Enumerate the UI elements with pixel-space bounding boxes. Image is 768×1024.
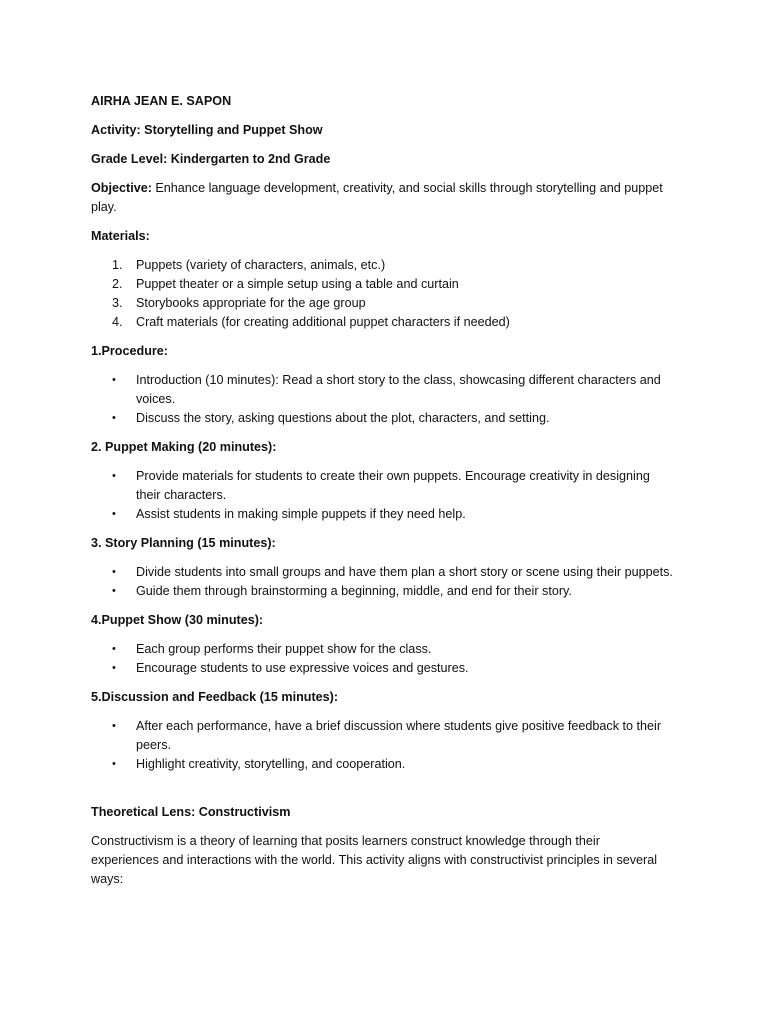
lens-line: Constructivism is a theory of learning that posits learners construct knowledge through their [91,834,600,848]
list-item-text: Guide them through brainstorming a beginning, middle, and end for their story. [136,584,572,598]
list-item-text: Provide materials for students to create their own puppets. Encourage creativity in designing [136,469,650,483]
materials-item-text: Storybooks appropriate for the age group [136,296,366,310]
author-name: AIRHA JEAN E. SAPON [91,94,232,108]
lens-line: experiences and interactions with the world. This activity aligns with constructivist principles in several [91,853,658,867]
bullet-icon: • [112,374,116,386]
bullet-icon: • [112,585,116,597]
bullet-icon: • [112,662,116,674]
list-item [91,582,681,601]
list-number: 1. [112,258,123,272]
list-number: 3. [112,296,123,310]
objective-label: Objective: [91,181,152,195]
list-item-text: Introduction (10 minutes): Read a short story to the class, showcasing different characters and [136,373,661,387]
list-item [91,659,681,678]
list-item [91,409,681,428]
puppet-making-list [91,467,681,524]
list-item [91,371,681,409]
list-item-text: Each group performs their puppet show for the class. [136,642,432,656]
bullet-icon: • [112,643,116,655]
puppet-making-heading: 2. Puppet Making (20 minutes): [91,440,277,454]
objective-text-line-2: play. [91,200,117,214]
materials-heading: Materials: [91,229,150,243]
list-item-text-cont: their characters. [136,488,227,502]
list-item [91,563,681,582]
puppet-show-heading: 4.Puppet Show (30 minutes): [91,613,264,627]
bullet-icon: • [112,508,116,520]
materials-item-text: Puppet theater or a simple setup using a table and curtain [136,277,459,291]
story-planning-list [91,563,681,601]
list-item [91,640,681,659]
spacer [91,784,681,803]
bullet-icon: • [112,470,116,482]
story-planning-heading: 3. Story Planning (15 minutes): [91,536,276,550]
materials-list [91,256,681,332]
materials-item [91,256,681,275]
list-item [91,467,681,505]
document-body [91,92,681,899]
materials-item [91,313,681,332]
bullet-icon: • [112,566,116,578]
materials-item [91,275,681,294]
list-number: 2. [112,277,123,291]
bullet-icon: • [112,720,116,732]
list-item [91,505,681,524]
list-item [91,717,681,755]
objective-paragraph [91,179,681,217]
procedure-heading: 1.Procedure: [91,344,168,358]
materials-item [91,294,681,313]
discussion-list [91,717,681,774]
objective-text: Enhance language development, creativity, and social skills through storytelling and puppet [151,181,663,195]
grade-level: Grade Level: Kindergarten to 2nd Grade [91,152,331,166]
list-item-text: Highlight creativity, storytelling, and cooperation. [136,757,406,771]
discussion-heading: 5.Discussion and Feedback (15 minutes): [91,690,339,704]
list-item-text-cont: peers. [136,738,172,752]
list-item-text: After each performance, have a brief discussion where students give positive feedback to their [136,719,662,733]
activity-title: Activity: Storytelling and Puppet Show [91,123,323,137]
list-item-text-cont: voices. [136,392,176,406]
puppet-show-list [91,640,681,678]
list-item-text: Assist students in making simple puppets if they need help. [136,507,466,521]
lens-heading: Theoretical Lens: Constructivism [91,805,291,819]
procedure-list [91,371,681,428]
materials-item-text: Craft materials (for creating additional puppet characters if needed) [136,315,510,329]
list-item [91,755,681,774]
list-item-text: Encourage students to use expressive voices and gestures. [136,661,469,675]
bullet-icon: • [112,412,116,424]
materials-item-text: Puppets (variety of characters, animals, etc.) [136,258,386,272]
list-item-text: Divide students into small groups and have them plan a short story or scene using their puppets. [136,565,673,579]
lens-paragraph [91,832,681,889]
lens-line: ways: [91,872,124,886]
list-number: 4. [112,315,123,329]
list-item-text: Discuss the story, asking questions about the plot, characters, and setting. [136,411,550,425]
bullet-icon: • [112,758,116,770]
